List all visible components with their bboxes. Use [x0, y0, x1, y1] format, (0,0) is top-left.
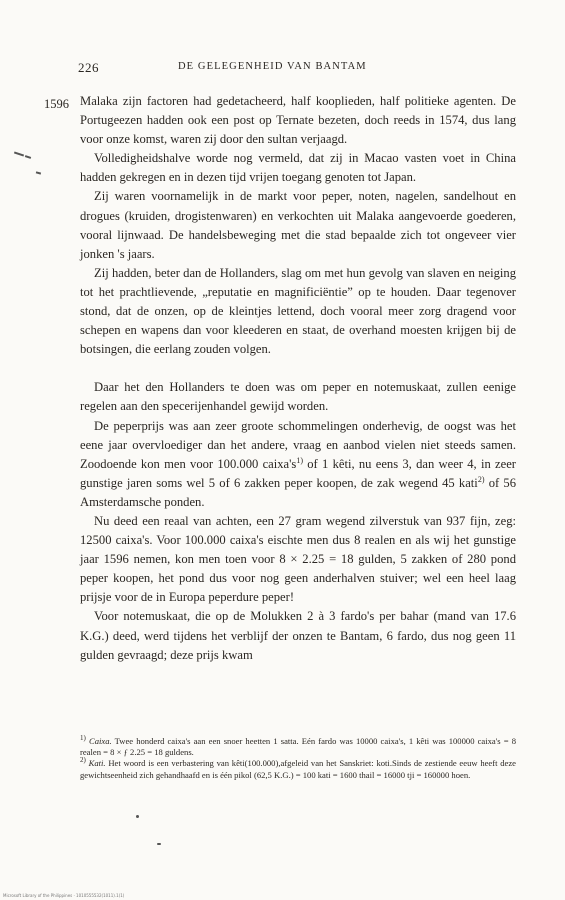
- paragraph: Nu deed een reaal van achten, een 27 gram wegend zilverstuk van 937 fijn, zeg: 12500 caixa's. Voor 100.000 caixa's eischte men dus 8 realen en als wij het gunstige jaar 1596 nemen, kon men toen voor 8 × 2.25 = 18 gulden, 5 zakken of 280 pond peper koopen, het pond dus voor nog geen anderhalven stuiver; wel een heel laag prijsje voor de in Europa peperdure peper!: [80, 513, 516, 605]
- page-number: 226: [78, 60, 99, 75]
- page-header: [78, 60, 518, 76]
- scan-speck: [136, 815, 139, 818]
- footnote-1: [80, 736, 516, 758]
- paragraph: Malaka zijn factoren had gedetacheerd, half kooplieden, half politieke agenten. De Portugeezen hadden ook een post op Ternate bezeten, doch reeds in 1574, dus lang voor onze komst, waren zij door den sultan verjaagd.: [80, 94, 516, 147]
- paragraph: Voor notemuskaat, die op de Molukken 2 à 3 fardo's per bahar (mand van 17.6 K.G.) deed, werd tijdens het verblijf der onzen te Bantam, 6 fardo, dus nog geen 11 gulden gevraagd; deze prijs kwam: [80, 609, 516, 662]
- paragraph-text: of 1 kêti, nu eens 3, dan weer 4, in zeer gunstige jaren soms wel 5 of 6 zakken peper koopen, de zak wegend 45 kati: [80, 456, 516, 490]
- scan-speck: [157, 843, 161, 845]
- paragraph-text: of 56 Amsterdamsche ponden.: [80, 475, 516, 509]
- footnote-key: Caixa.: [88, 736, 112, 746]
- margin-year: 1596: [44, 97, 69, 111]
- paragraph: Zij waren voornamelijk in de markt voor peper, noten, nagelen, sandelhout en drogues (kruiden, drogistenwaren) en verkochten uit Malaka aangevoerde goederen, vooral lijnwaad. De handelsbeweging met die stad bepaalde zich tot ongeveer vier jonken 's jaars.: [80, 189, 516, 261]
- paragraph: Daar het den Hollanders te doen was om peper en notemuskaat, zullen eenige regelen aan den specerijenhandel gewijd worden.: [80, 380, 516, 414]
- scan-mark: [14, 152, 24, 157]
- footnote-ref-1: 1): [296, 455, 303, 465]
- footnote-mark: 2): [80, 756, 86, 765]
- footnote-2: [80, 758, 516, 780]
- paragraph-text: De peperprijs was aan zeer groote schommelingen onderhevig, de oogst was het eene jaar overvloediger dan het andere, vraag en aanbod vielen niet steeds samen. Zoodoende kon men voor 100.000 caixa's: [80, 418, 516, 471]
- footnote-ref-2: 2): [477, 474, 485, 484]
- scan-mark: [25, 155, 31, 159]
- body-text: [80, 92, 516, 665]
- paragraph: [80, 417, 516, 512]
- footnote-text: Het woord is een verbastering van kêti(100.000),afgeleid van het Sanskriet: koti.Sinds de zestiende eeuw heeft deze gewichtseenheid zich gehandhaafd en is één pikol (62,5 K.G.) = 100 kati = 1600 thail = 16000 tji = 160000 hoen.: [80, 758, 516, 780]
- footnotes: [80, 736, 516, 781]
- footnote-key: Kati.: [88, 758, 106, 769]
- footnote-text: Twee honderd caixa's aan een snoer heetten 1 satta. Eén fardo was 10000 caixa's, 1 kêti was 100000 caixa's = 8 realen = 8 × ƒ 2.25 = 18 guldens.: [80, 736, 516, 758]
- paragraph: Volledigheidshalve worde nog vermeld, dat zij in Macao vasten voet in China hadden gekregen en in dezen tijd vrijen toegang genoten tot Japan.: [80, 151, 516, 185]
- footnote-mark: 1): [80, 734, 86, 743]
- running-head: DE GELEGENHEID VAN BANTAM: [178, 61, 367, 72]
- scan-watermark: Microsoft Library of the Philippines · 1010555532(1011).1(1): [3, 893, 125, 898]
- scan-mark: [36, 171, 41, 174]
- paragraph: Zij hadden, beter dan de Hollanders, slag om met hun gevolg van slaven en neiging tot het prachtlievende, „reputatie en magnificiëntie” op te houden. Daar tegenover stond, dat de onzen, op de kleintjes lettend, doch vooral meer zorg dragend voor schepen en wapens dan voor kleederen en staat, de overhand moesten krijgen bij de botsingen, die eerlang zouden volgen.: [80, 265, 516, 357]
